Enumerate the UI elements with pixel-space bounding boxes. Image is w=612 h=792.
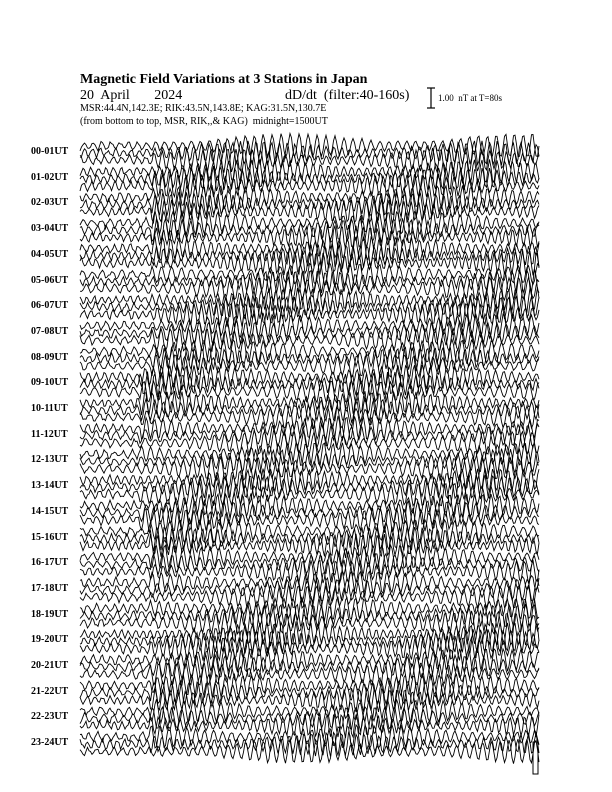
trace-msr-16-17ut bbox=[80, 545, 539, 569]
hour-label: 08-09UT bbox=[31, 351, 69, 363]
trace-msr-02-03ut bbox=[80, 185, 539, 210]
hour-label: 09-10UT bbox=[31, 377, 69, 389]
component-label: dD/dt (filter:40-160s) bbox=[285, 88, 410, 103]
traces bbox=[80, 134, 539, 775]
scale-bar-label: 1.00 nT at T=80s bbox=[438, 93, 502, 103]
hour-label: 06-07UT bbox=[31, 300, 69, 312]
hour-label: 00-01UT bbox=[31, 146, 69, 157]
trace-rik-02-03ut bbox=[80, 192, 539, 217]
hour-label: 21-22UT bbox=[31, 685, 69, 697]
trace-msr-00-01ut bbox=[80, 134, 539, 158]
hour-label: 18-19UT bbox=[31, 608, 69, 620]
hour-label: 17-18UT bbox=[31, 582, 69, 594]
hour-label: 11-12UT bbox=[31, 428, 68, 440]
hour-label: 22-23UT bbox=[31, 711, 69, 723]
hour-label: 01-02UT bbox=[31, 171, 69, 183]
hour-label: 12-13UT bbox=[31, 454, 69, 466]
hour-label: 14-15UT bbox=[31, 505, 69, 517]
hour-label: 20-21UT bbox=[31, 660, 69, 671]
chart-title: Magnetic Field Variations at 3 Stations in Japan bbox=[80, 72, 368, 87]
station-order-note: (from bottom to top, MSR, RIK,,& KAG) midnight=1500UT bbox=[80, 116, 328, 127]
hour-label: 02-03UT bbox=[31, 197, 69, 209]
hour-label: 10-11UT bbox=[31, 403, 68, 414]
hour-label: 04-05UT bbox=[31, 248, 69, 260]
hour-label: 13-14UT bbox=[31, 480, 69, 492]
hour-label: 03-04UT bbox=[31, 223, 69, 235]
trace-rik-03-04ut bbox=[80, 218, 539, 243]
hour-label: 05-06UT bbox=[31, 274, 69, 286]
hour-label: 23-24UT bbox=[31, 737, 69, 749]
hour-label: 16-17UT bbox=[31, 557, 69, 569]
trace-rik-08-09ut bbox=[80, 347, 539, 371]
hour-label: 19-20UT bbox=[31, 634, 69, 646]
hour-label: 15-16UT bbox=[31, 531, 69, 543]
station-coordinates: MSR:44.4N,142.3E; RIK:43.5N,143.8E; KAG:31.5N,130.7E bbox=[80, 103, 327, 114]
hour-label: 07-08UT bbox=[31, 325, 69, 337]
scale-bar bbox=[427, 88, 435, 108]
date-label: 20 April 2024 bbox=[80, 88, 183, 103]
